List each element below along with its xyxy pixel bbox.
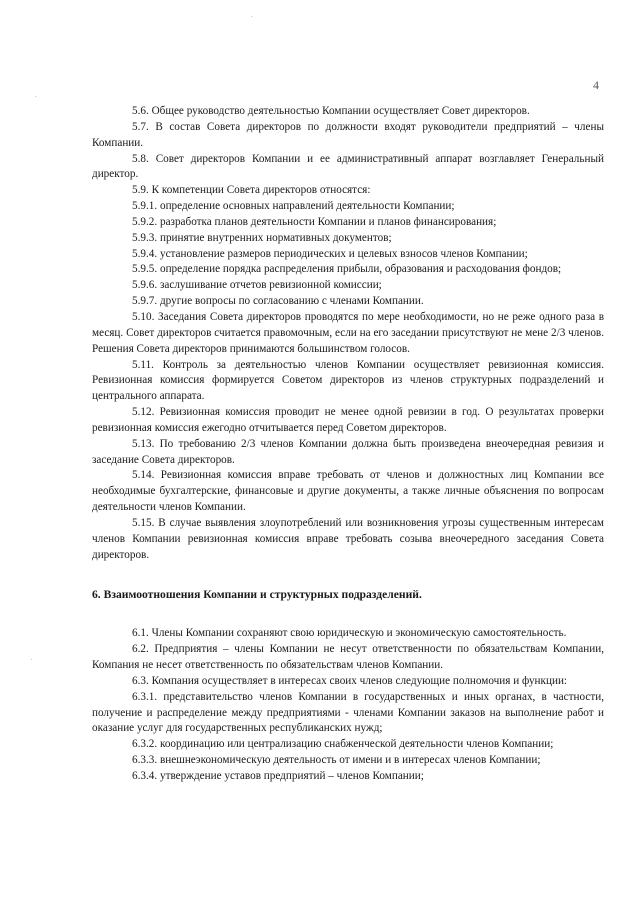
paragraph: 5.9.1. определение основных направлений деятельности Компании; (132, 200, 455, 213)
paragraph: 6.2. Предприятия – члены Компании не несут ответственности по обязательствам Компании, Компания не несет ответственность по обязательствам членов Компании. (92, 643, 604, 671)
paragraph: 5.12. Ревизионная комиссия проводит не менее одной ревизии в год. О результатах проверки ревизионная комиссия ежегодно отчитывается перед Советом директоров. (92, 406, 604, 434)
paragraph: 5.9.5. определение порядка распределения прибыли, образования и расходования фондов; (132, 263, 562, 276)
paragraph: 5.13. По требованию 2/3 членов Компании должна быть произведена внеочередная ревизия и заседание Совета директоров. (92, 437, 604, 466)
paragraph: 5.9.3. принятие внутренних нормативных документов; (132, 231, 392, 244)
paragraph: 6.3.1. представительство членов Компании в государственных и иных органах, в частности, получение и распределение между предприятиями - членами Компании заказов на выполнение работ и оказание услуг для государственных республиканских нужд; (92, 690, 604, 735)
page-number: 4 (593, 78, 599, 92)
scan-speck: · (34, 92, 38, 103)
paragraph: 5.9.2. разработка планов деятельности Компании и планов финансирования; (132, 215, 497, 228)
paragraph: 5.9.7. другие вопросы по согласованию с членами Компании. (132, 295, 424, 308)
paragraph: 5.11. Контроль за деятельностью членов Компании осуществляет ревизионная комиссия. Ревизионная комиссия формируется Советом директоров из членов структурных подразделений и центрального аппарата. (92, 358, 604, 403)
paragraph: 6.1. Члены Компании сохраняют свою юридическую и экономическую самостоятельность. (132, 627, 567, 640)
scan-speck: · (250, 12, 254, 23)
paragraph: 5.8. Совет директоров Компании и ее административный аппарат возглавляет Генеральный директор. (92, 152, 604, 181)
paragraph: 5.15. В случае выявления злоупотреблений или возникновения угрозы существенным интересам членов Компании ревизионная комиссия вправе требовать созыва внеочередного заседания Совета директоров. (92, 516, 604, 561)
scan-speck: · (30, 655, 34, 666)
document-body (92, 104, 604, 785)
paragraph: 5.6. Общее руководство деятельностью Компании осуществляет Совет директоров. (132, 105, 530, 117)
paragraph: 5.9.6. заслушивание отчетов ревизионной комиссии; (132, 279, 382, 292)
paragraph: 6.3.2. координацию или централизацию снабженческой деятельности членов Компании; (132, 738, 554, 751)
paragraph: 5.7. В состав Совета директоров по должности входят руководители предприятий – члены Компании. (92, 120, 604, 149)
paragraph: 6.3.4. утверждение уставов предприятий – членов Компании; (132, 769, 424, 782)
paragraph: 5.9. К компетенции Совета директоров относятся: (132, 184, 371, 197)
paragraph: 6.3. Компания осуществляет в интересах своих членов следующие полномочия и функции: (132, 674, 568, 687)
paragraph: 5.10. Заседания Совета директоров проводятся по мере необходимости, но не реже одного раза в месяц. Совет директоров считается правомочным, если на его заседании присутствуют не мене 2/3 членов. Решения Совета директоров принимаются большинством голосов. (92, 310, 604, 355)
paragraph: 5.9.4. установление размеров периодических и целевых взносов членов Компании; (132, 247, 528, 260)
paragraph: 5.14. Ревизионная комиссия вправе требовать от членов и должностных лиц Компании все необходимые бухгалтерские, финансовые и другие документы, а также личные объяснения по вопросам деятельности членов Компании. (92, 469, 604, 514)
paragraph: 6.3.3. внешнеэкономическую деятельность от имени и в интересах членов Компании; (132, 754, 541, 767)
section-heading: 6. Взаимоотношения Компании и структурных подразделений. (92, 588, 422, 602)
